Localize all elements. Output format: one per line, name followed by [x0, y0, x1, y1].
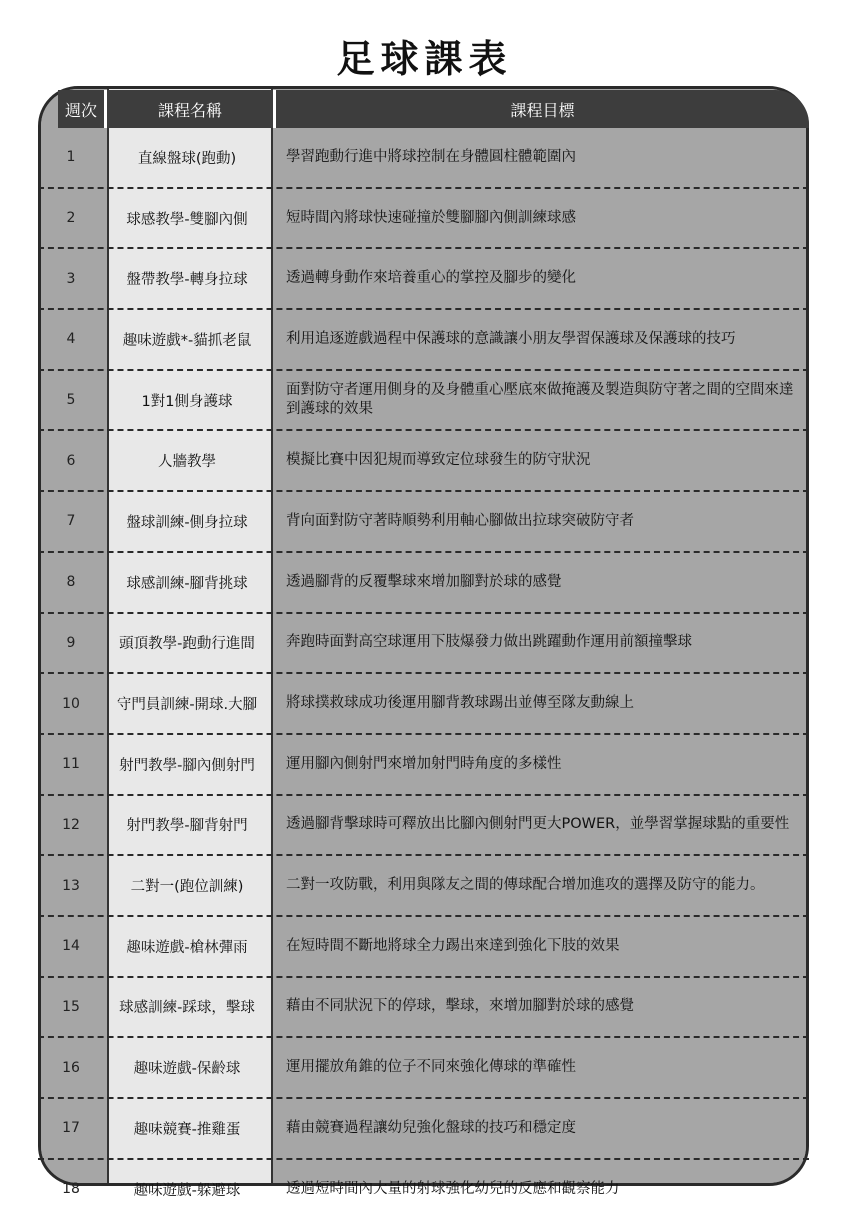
course-goal-cell: 透過腳背的反覆擊球來增加腳對於球的感覺: [286, 573, 562, 590]
course-goal-cell: 短時間內將球快速碰撞於雙腳腳內側訓練球感: [286, 209, 576, 226]
table-row: [38, 614, 809, 675]
table-row: [38, 371, 809, 432]
course-name-cell: 趣味遊戲-保齡球: [133, 1061, 241, 1078]
table-row: [38, 310, 809, 371]
table-row: [38, 553, 809, 614]
table-row: [38, 1099, 809, 1160]
week-cell: 16: [62, 1059, 80, 1076]
course-goal-cell: 奔跑時面對高空球運用下肢爆發力做出跳躍動作運用前額撞擊球: [286, 634, 692, 651]
header-course-goal: 課程目標: [276, 90, 809, 128]
course-name-cell: 二對一(跑位訓練): [130, 879, 244, 896]
course-goal-cell: 二對一攻防戰，利用與隊友之間的傳球配合增加進攻的選擇及防守的能力。: [286, 877, 765, 894]
course-goal-cell: 運用擺放角錐的位子不同來強化傳球的準確性: [286, 1059, 576, 1076]
course-name-cell: 球感訓練-踩球，擊球: [119, 1000, 255, 1017]
course-name-cell: 趣味遊戲-槍林彈雨: [126, 939, 248, 956]
table-row: [38, 492, 809, 553]
course-goal-cell: 在短時間不斷地將球全力踢出來達到強化下肢的效果: [286, 937, 620, 954]
course-name-cell: 1對1側身護球: [141, 393, 233, 410]
course-goal-cell: 藉由競賽過程讓幼兒強化盤球的技巧和穩定度: [286, 1119, 576, 1136]
week-cell: 13: [62, 877, 80, 894]
course-goal-cell: 模擬比賽中因犯規而導致定位球發生的防守狀況: [286, 452, 591, 469]
course-name-cell: 球感教學-雙腳內側: [126, 211, 248, 228]
table-body: [38, 128, 809, 1218]
table-row: [38, 189, 809, 250]
course-goal-cell: 將球撲救球成功後運用腳背教球踢出並傳至隊友動線上: [286, 695, 634, 712]
header-course-name: 課程名稱: [104, 90, 276, 128]
table-row: [38, 1038, 809, 1099]
week-cell: 5: [66, 392, 76, 409]
week-cell: 2: [66, 210, 76, 227]
table-row: [38, 796, 809, 857]
table-row: [38, 249, 809, 310]
course-goal-cell: 背向面對防守著時順勢利用軸心腳做出拉球突破防守者: [286, 512, 634, 529]
course-name-cell: 盤帶教學-轉身拉球: [126, 272, 248, 289]
course-name-cell: 直線盤球(跑動): [137, 150, 237, 167]
course-name-cell: 頭頂教學-跑動行進間: [119, 636, 255, 653]
week-cell: 8: [66, 574, 76, 591]
table-row: [38, 1160, 809, 1218]
course-name-cell: 射門教學-腳背射門: [126, 818, 248, 835]
week-cell: 6: [66, 452, 76, 469]
course-goal-cell: 運用腳內側射門來增加射門時角度的多樣性: [286, 755, 562, 772]
course-goal-cell: 面對防守者運用側身的及身體重心壓底來做掩護及製造與防守著之間的空間來達到護球的效果: [286, 382, 794, 418]
course-name-cell: 球感訓練-腳背挑球: [126, 575, 248, 592]
page-title: 足球課表: [336, 37, 513, 81]
course-goal-cell: 利用追逐遊戲過程中保護球的意識讓小朋友學習保護球及保護球的技巧: [286, 330, 736, 347]
course-goal-cell: 透過轉身動作來培養重心的掌控及腳步的變化: [286, 270, 576, 287]
table-row: [38, 856, 809, 917]
week-cell: 18: [62, 1181, 80, 1198]
course-goal-cell: 藉由不同狀況下的停球，擊球，來增加腳對於球的感覺: [286, 998, 634, 1015]
table-row: [38, 674, 809, 735]
course-goal-cell: 透過腳背擊球時可釋放出比腳內側射門更大POWER，並學習掌握球點的重要性: [286, 816, 790, 833]
table-row: [38, 978, 809, 1039]
week-cell: 4: [66, 331, 76, 348]
week-cell: 9: [66, 634, 76, 651]
course-goal-cell: 透過短時間內大量的射球強化幼兒的反應和觀察能力: [286, 1180, 620, 1197]
table-row: [38, 735, 809, 796]
course-name-cell: 守門員訓練-開球.大腳: [116, 697, 258, 714]
course-goal-cell: 學習跑動行進中將球控制在身體圓柱體範圍內: [286, 148, 576, 165]
table-header: [58, 90, 809, 128]
week-cell: 14: [62, 938, 80, 955]
table-row: [38, 431, 809, 492]
header-week: 週次: [58, 90, 104, 128]
course-name-cell: 趣味遊戲*-貓抓老鼠: [122, 332, 252, 349]
course-name-cell: 趣味遊戲-躲避球: [133, 1182, 241, 1199]
table-row: [38, 128, 809, 189]
week-cell: 11: [62, 756, 80, 773]
course-name-cell: 射門教學-腳內側射門: [119, 757, 255, 774]
table-row: [38, 917, 809, 978]
week-cell: 1: [66, 149, 76, 166]
week-cell: 3: [66, 270, 76, 287]
course-name-cell: 趣味競賽-推雞蛋: [133, 1121, 241, 1138]
week-cell: 10: [62, 695, 80, 712]
week-cell: 7: [66, 513, 76, 530]
week-cell: 15: [62, 998, 80, 1015]
week-cell: 12: [62, 816, 80, 833]
week-cell: 17: [62, 1120, 80, 1137]
course-name-cell: 人牆教學: [158, 454, 216, 471]
course-name-cell: 盤球訓練-側身拉球: [126, 514, 248, 531]
